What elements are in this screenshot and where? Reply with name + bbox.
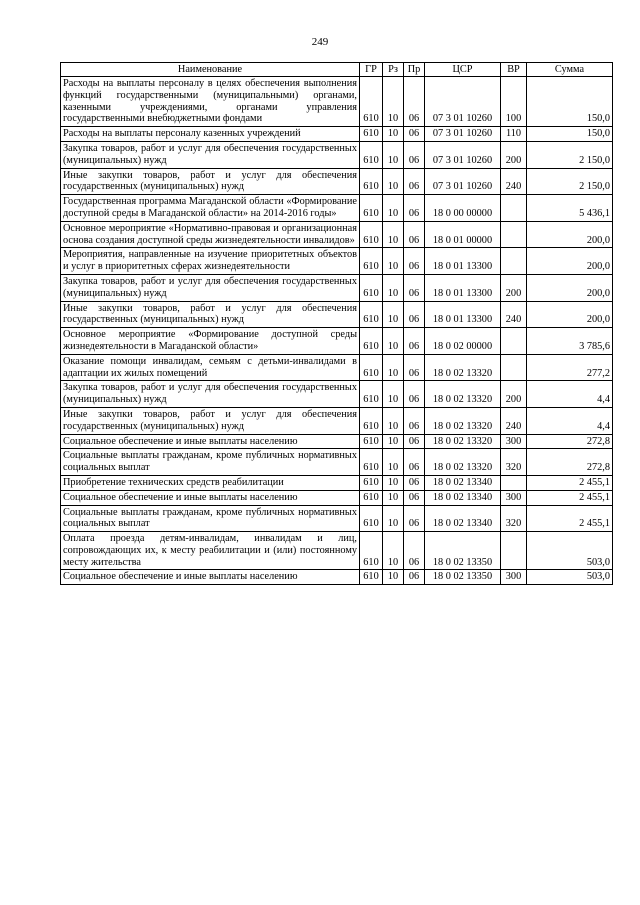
- cell-sum: 4,4: [527, 407, 613, 434]
- cell-sum: 2 455,1: [527, 475, 613, 490]
- cell-gr: 610: [360, 328, 383, 355]
- cell-sum: 503,0: [527, 570, 613, 585]
- cell-vr: 300: [501, 570, 527, 585]
- cell-gr: 610: [360, 532, 383, 570]
- cell-rz: 10: [383, 354, 404, 381]
- cell-sum: 150,0: [527, 77, 613, 127]
- cell-gr: 610: [360, 570, 383, 585]
- cell-sum: 3 785,6: [527, 328, 613, 355]
- cell-name: Закупка товаров, работ и услуг для обеспечения государственных (муниципальных) нужд: [61, 274, 360, 301]
- cell-gr: 610: [360, 221, 383, 248]
- cell-sum: 200,0: [527, 221, 613, 248]
- cell-rz: 10: [383, 505, 404, 532]
- table-row: [61, 195, 613, 222]
- cell-name: Социальные выплаты гражданам, кроме публичных нормативных социальных выплат: [61, 505, 360, 532]
- cell-csr: 18 0 01 00000: [425, 221, 501, 248]
- budget-table: [60, 62, 613, 585]
- cell-pr: 06: [404, 570, 425, 585]
- page-number: 249: [311, 36, 329, 48]
- cell-vr: 240: [501, 301, 527, 328]
- cell-csr: 18 0 02 13320: [425, 407, 501, 434]
- cell-gr: 610: [360, 274, 383, 301]
- cell-rz: 10: [383, 301, 404, 328]
- cell-sum: 2 455,1: [527, 505, 613, 532]
- cell-sum: 200,0: [527, 274, 613, 301]
- table-row: [61, 449, 613, 476]
- cell-csr: 18 0 02 00000: [425, 328, 501, 355]
- cell-csr: 18 0 02 13340: [425, 490, 501, 505]
- table-row: [61, 354, 613, 381]
- cell-gr: 610: [360, 77, 383, 127]
- cell-pr: 06: [404, 141, 425, 168]
- cell-vr: 110: [501, 127, 527, 142]
- cell-vr: [501, 248, 527, 275]
- table-row: [61, 141, 613, 168]
- cell-name: Расходы на выплаты персоналу казенных учреждений: [61, 127, 360, 142]
- cell-vr: [501, 195, 527, 222]
- cell-vr: 200: [501, 274, 527, 301]
- cell-sum: 272,8: [527, 449, 613, 476]
- cell-rz: 10: [383, 570, 404, 585]
- cell-pr: 06: [404, 381, 425, 408]
- cell-pr: 06: [404, 449, 425, 476]
- cell-csr: 07 3 01 10260: [425, 141, 501, 168]
- cell-rz: 10: [383, 532, 404, 570]
- cell-name: Расходы на выплаты персоналу в целях обеспечения выполнения функций государственными (муниципальными) органами, казенными учреждениями, органами управления государственными внебюджетными фондами: [61, 77, 360, 127]
- cell-sum: 5 436,1: [527, 195, 613, 222]
- cell-vr: 320: [501, 505, 527, 532]
- cell-rz: 10: [383, 407, 404, 434]
- cell-vr: [501, 532, 527, 570]
- cell-vr: 100: [501, 77, 527, 127]
- cell-name: Иные закупки товаров, работ и услуг для обеспечения государственных (муниципальных) нужд: [61, 168, 360, 195]
- cell-pr: 06: [404, 168, 425, 195]
- cell-name: Оплата проезда детям-инвалидам, инвалидам и лиц, сопровождающих их, к месту реабилитации и (или) постоянному месту жительства: [61, 532, 360, 570]
- table-row: [61, 168, 613, 195]
- table-row: [61, 77, 613, 127]
- cell-csr: 18 0 02 13320: [425, 381, 501, 408]
- table-row: [61, 127, 613, 142]
- cell-rz: 10: [383, 221, 404, 248]
- table-row: [61, 248, 613, 275]
- cell-name: Приобретение технических средств реабилитации: [61, 475, 360, 490]
- cell-sum: 200,0: [527, 248, 613, 275]
- cell-vr: 240: [501, 407, 527, 434]
- cell-csr: 18 0 02 13350: [425, 570, 501, 585]
- cell-name: Иные закупки товаров, работ и услуг для обеспечения государственных (муниципальных) нужд: [61, 301, 360, 328]
- cell-sum: 277,2: [527, 354, 613, 381]
- column-header-rz: Рз: [383, 63, 404, 77]
- cell-name: Основное мероприятие «Формирование доступной среды жизнедеятельности в Магаданской области»: [61, 328, 360, 355]
- column-header-sum: Сумма: [527, 63, 613, 77]
- column-header-gr: ГР: [360, 63, 383, 77]
- table-row: [61, 434, 613, 449]
- cell-csr: 18 0 02 13340: [425, 505, 501, 532]
- column-header-csr: ЦСР: [425, 63, 501, 77]
- cell-name: Социальные выплаты гражданам, кроме публичных нормативных социальных выплат: [61, 449, 360, 476]
- cell-rz: 10: [383, 449, 404, 476]
- table-row: [61, 407, 613, 434]
- cell-name: Закупка товаров, работ и услуг для обеспечения государственных (муниципальных) нужд: [61, 381, 360, 408]
- cell-pr: 06: [404, 274, 425, 301]
- cell-csr: 07 3 01 10260: [425, 127, 501, 142]
- table-row: [61, 274, 613, 301]
- cell-csr: 18 0 02 13320: [425, 354, 501, 381]
- cell-gr: 610: [360, 141, 383, 168]
- column-header-name: Наименование: [61, 63, 360, 77]
- cell-csr: 18 0 00 00000: [425, 195, 501, 222]
- cell-gr: 610: [360, 449, 383, 476]
- cell-vr: 300: [501, 434, 527, 449]
- cell-pr: 06: [404, 475, 425, 490]
- cell-vr: 320: [501, 449, 527, 476]
- cell-name: Социальное обеспечение и иные выплаты населению: [61, 570, 360, 585]
- cell-name: Мероприятия, направленные на изучение приоритетных объектов и услуг в приоритетных сферах жизнедеятельности: [61, 248, 360, 275]
- cell-sum: 150,0: [527, 127, 613, 142]
- cell-sum: 200,0: [527, 301, 613, 328]
- cell-csr: 18 0 02 13320: [425, 434, 501, 449]
- cell-csr: 18 0 01 13300: [425, 274, 501, 301]
- table-row: [61, 532, 613, 570]
- cell-gr: 610: [360, 434, 383, 449]
- table-row: [61, 328, 613, 355]
- cell-gr: 610: [360, 301, 383, 328]
- cell-vr: 200: [501, 141, 527, 168]
- cell-csr: 18 0 02 13320: [425, 449, 501, 476]
- cell-name: Основное мероприятие «Нормативно-правовая и организационная основа создания доступной среды жизнедеятельности инвалидов»: [61, 221, 360, 248]
- cell-rz: 10: [383, 77, 404, 127]
- cell-vr: [501, 221, 527, 248]
- cell-vr: 240: [501, 168, 527, 195]
- cell-pr: 06: [404, 532, 425, 570]
- column-header-vr: ВР: [501, 63, 527, 77]
- cell-name: Иные закупки товаров, работ и услуг для обеспечения государственных (муниципальных) нужд: [61, 407, 360, 434]
- cell-gr: 610: [360, 248, 383, 275]
- cell-csr: 18 0 02 13350: [425, 532, 501, 570]
- table-header-row: [61, 63, 613, 77]
- cell-vr: [501, 354, 527, 381]
- cell-rz: 10: [383, 141, 404, 168]
- cell-csr: 18 0 01 13300: [425, 248, 501, 275]
- cell-vr: 200: [501, 381, 527, 408]
- cell-rz: 10: [383, 195, 404, 222]
- cell-gr: 610: [360, 127, 383, 142]
- table-row: [61, 221, 613, 248]
- column-header-pr: Пр: [404, 63, 425, 77]
- cell-gr: 610: [360, 475, 383, 490]
- cell-name: Социальное обеспечение и иные выплаты населению: [61, 490, 360, 505]
- cell-sum: 2 150,0: [527, 168, 613, 195]
- table-body: [61, 77, 613, 585]
- cell-rz: 10: [383, 475, 404, 490]
- cell-sum: 2 455,1: [527, 490, 613, 505]
- cell-rz: 10: [383, 328, 404, 355]
- cell-pr: 06: [404, 248, 425, 275]
- cell-name: Оказание помощи инвалидам, семьям с детьми-инвалидами в адаптации их жилых помещений: [61, 354, 360, 381]
- cell-sum: 272,8: [527, 434, 613, 449]
- cell-pr: 06: [404, 328, 425, 355]
- cell-sum: 4,4: [527, 381, 613, 408]
- cell-pr: 06: [404, 505, 425, 532]
- cell-name: Социальное обеспечение и иные выплаты населению: [61, 434, 360, 449]
- cell-gr: 610: [360, 505, 383, 532]
- cell-pr: 06: [404, 490, 425, 505]
- cell-gr: 610: [360, 195, 383, 222]
- cell-vr: 300: [501, 490, 527, 505]
- cell-name: Закупка товаров, работ и услуг для обеспечения государственных (муниципальных) нужд: [61, 141, 360, 168]
- cell-csr: 07 3 01 10260: [425, 168, 501, 195]
- cell-rz: 10: [383, 274, 404, 301]
- cell-pr: 06: [404, 407, 425, 434]
- cell-pr: 06: [404, 77, 425, 127]
- cell-rz: 10: [383, 248, 404, 275]
- table-row: [61, 505, 613, 532]
- cell-gr: 610: [360, 490, 383, 505]
- cell-pr: 06: [404, 434, 425, 449]
- cell-pr: 06: [404, 195, 425, 222]
- cell-csr: 18 0 02 13340: [425, 475, 501, 490]
- cell-gr: 610: [360, 354, 383, 381]
- table-row: [61, 301, 613, 328]
- cell-pr: 06: [404, 221, 425, 248]
- cell-rz: 10: [383, 381, 404, 408]
- table-row: [61, 381, 613, 408]
- cell-pr: 06: [404, 301, 425, 328]
- cell-gr: 610: [360, 381, 383, 408]
- table-row: [61, 490, 613, 505]
- table-row: [61, 570, 613, 585]
- cell-rz: 10: [383, 434, 404, 449]
- cell-sum: 503,0: [527, 532, 613, 570]
- cell-pr: 06: [404, 354, 425, 381]
- table-row: [61, 475, 613, 490]
- cell-csr: 07 3 01 10260: [425, 77, 501, 127]
- cell-sum: 2 150,0: [527, 141, 613, 168]
- cell-rz: 10: [383, 490, 404, 505]
- cell-rz: 10: [383, 127, 404, 142]
- cell-vr: [501, 475, 527, 490]
- cell-gr: 610: [360, 168, 383, 195]
- cell-csr: 18 0 01 13300: [425, 301, 501, 328]
- cell-vr: [501, 328, 527, 355]
- cell-name: Государственная программа Магаданской области «Формирование доступной среды в Магаданской области» на 2014-2016 годы»: [61, 195, 360, 222]
- cell-gr: 610: [360, 407, 383, 434]
- cell-pr: 06: [404, 127, 425, 142]
- cell-rz: 10: [383, 168, 404, 195]
